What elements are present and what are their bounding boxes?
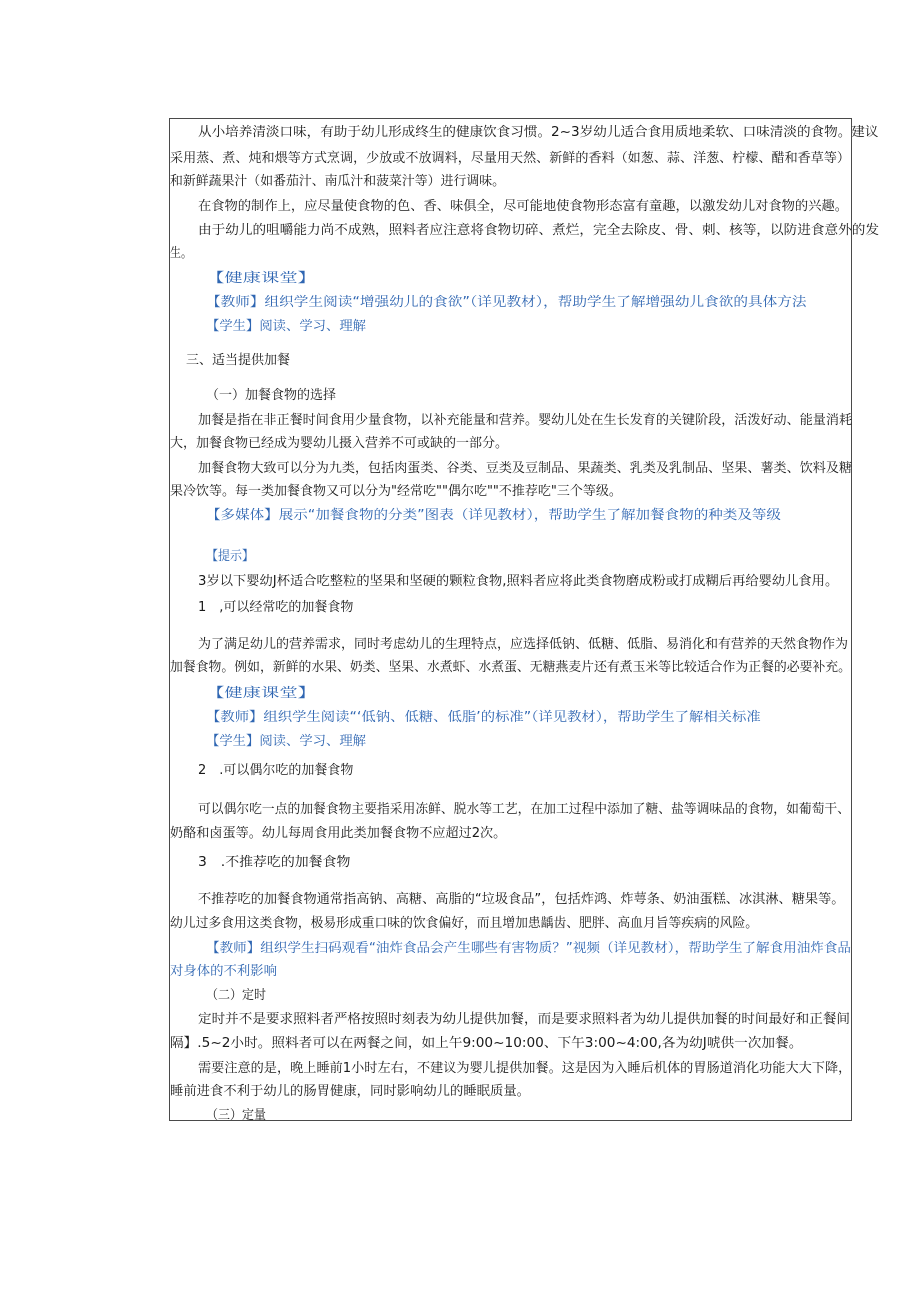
text-line: 果冷饮等。每一类加餐食物又可以分为"经常吃""偶尔吃""不推荐吃"三个等级。: [170, 484, 622, 499]
text-line: 隔】.5~2小时。照料者可以在两餐之间，如上午9:00~10:00、下午3:00~4:00,各为幼J唬供一次加餐。: [170, 1036, 803, 1051]
text-line: 3 .不推荐吃的加餐食物: [198, 855, 351, 870]
annotation-line: 【多媒体】展示“加餐食物的分类”图表（详见教材），帮助学生了解加餐食物的种类及等级: [206, 508, 781, 523]
text-line: 在食物的制作上，应尽量使食物的色、香、味俱全，尽可能地使食物形态富有童趣，以激发幼儿对食物的兴趣。: [198, 199, 849, 214]
annotation-line: 【学生】阅读、学习、理解: [206, 734, 367, 749]
text-line: 幼儿过多食用这类食物，极易形成重口味的饮食偏好，而且增加患龋齿、肥胖、高血月旨等疾病的风险。: [170, 916, 759, 931]
text-line: 不推荐吃的加餐食物通常指高钠、高糖、高脂的“垃圾食品”，包括炸鸿、炸萼条、奶油蛋糕、冰淇淋、糖果等。: [198, 892, 845, 907]
annotation-line: 【学生】阅读、学习、理解: [206, 319, 367, 334]
text-line: 定时并不是要求照料者严格按照时刻表为幼儿提供加餐，而是要求照料者为幼儿提供加餐的时间最好和正餐间: [198, 1012, 851, 1027]
text-line: 需要注意的是，晚上睡前1小时左右，不建议为婴儿提供加餐。这是因为入睡后机体的胃肠道消化功能大大下降，: [198, 1061, 852, 1076]
text-line: （二）定时: [206, 988, 267, 1003]
text-line: 3岁以下婴幼J杯适合吃整粒的坚果和坚硬的颗粒食物,照料者应将此类食物磨成粉或打成糊后再给婴幼儿食用。: [198, 574, 839, 589]
text-line: 加餐食物。例如，新鲜的水果、奶类、坚果、水煮虾、水煮蛋、无糖燕麦片还有煮玉米等比较适合作为正餐的必要补充。: [170, 660, 852, 675]
text-line: 三、适当提供加餐: [186, 353, 291, 368]
text-line: 生。: [170, 246, 193, 261]
text-line: 从小培养清淡口味，有助于幼儿形成终生的健康饮食习惯。2~3岁幼儿适合食用质地柔软、口味清淡的食物。建议: [198, 125, 879, 140]
text-line: 和新鲜蔬果汁（如番茄汁、南瓜汁和菠菜汁等）进行调味。: [170, 174, 506, 189]
annotation-line: 【教师】组织学生扫码观看“油炸食品会产生哪些有害物质？”视频（详见教材），帮助学生了解食用油炸食品: [206, 941, 851, 956]
annotation-line: 【教师】组织学生阅读“‘低钠、低糖、低脂’的标准”（详见教材），帮助学生了解相关标准: [206, 710, 761, 725]
text-line: 奶酪和卤蛋等。幼儿每周食用此类加餐食物不应超过2次。: [170, 826, 507, 841]
annotation-line: 【提示】: [206, 549, 255, 564]
annotation-line: 【健康课堂】: [206, 686, 317, 701]
text-line: 大，加餐食物已经成为婴幼儿摄入营养不可或缺的一部分。: [170, 436, 509, 451]
text-line: 加餐食物大致可以分为九类，包括肉蛋类、谷类、豆类及豆制品、果蔬类、乳类及乳制品、坚果、薯类、饮料及糖: [198, 461, 853, 476]
text-line: 采用蒸、煮、炖和煨等方式烹调，少放或不放调料，尽量用天然、新鲜的香料（如葱、蒜、洋葱、柠檬、醋和香草等）: [170, 151, 851, 166]
text-line: 2 .可以偶尔吃的加餐食物: [198, 763, 354, 778]
text-line: 睡前进食不利于幼儿的肠胃健康，同时影响幼儿的睡眠质量。: [170, 1084, 531, 1099]
text-line: 加餐是指在非正餐时间食用少量食物，以补充能量和营养。婴幼儿处在生长发育的关键阶段，活泼好动、能量消耗: [198, 413, 853, 428]
text-line: 1 ,可以经常吃的加餐食物: [198, 600, 354, 615]
text-line: 由于幼儿的咀嚼能力尚不成熟，照料者应注意将食物切碎、煮烂，完全去除皮、骨、刺、核等，以防进食意外的发: [198, 223, 880, 238]
annotation-line: 【教师】组织学生阅读“增强幼儿的食欲”（详见教材），帮助学生了解增强幼儿食欲的具体方法: [206, 295, 807, 310]
text-line: （一）加餐食物的选择: [206, 388, 337, 403]
text-line: 为了满足幼儿的营养需求，同时考虑幼儿的生理特点，应选择低钠、低糖、低脂、易消化和有营养的天然食物作为: [198, 637, 849, 652]
annotation-line: 对身体的不利影响: [170, 964, 278, 979]
text-line: （三）定量: [206, 1108, 267, 1123]
text-line: 可以偶尔吃一点的加餐食物主要指采用冻鲜、脱水等工艺，在加工过程中添加了糖、盐等调味品的食物，如葡萄干、: [198, 802, 851, 817]
annotation-line: 【健康课堂】: [206, 271, 317, 286]
